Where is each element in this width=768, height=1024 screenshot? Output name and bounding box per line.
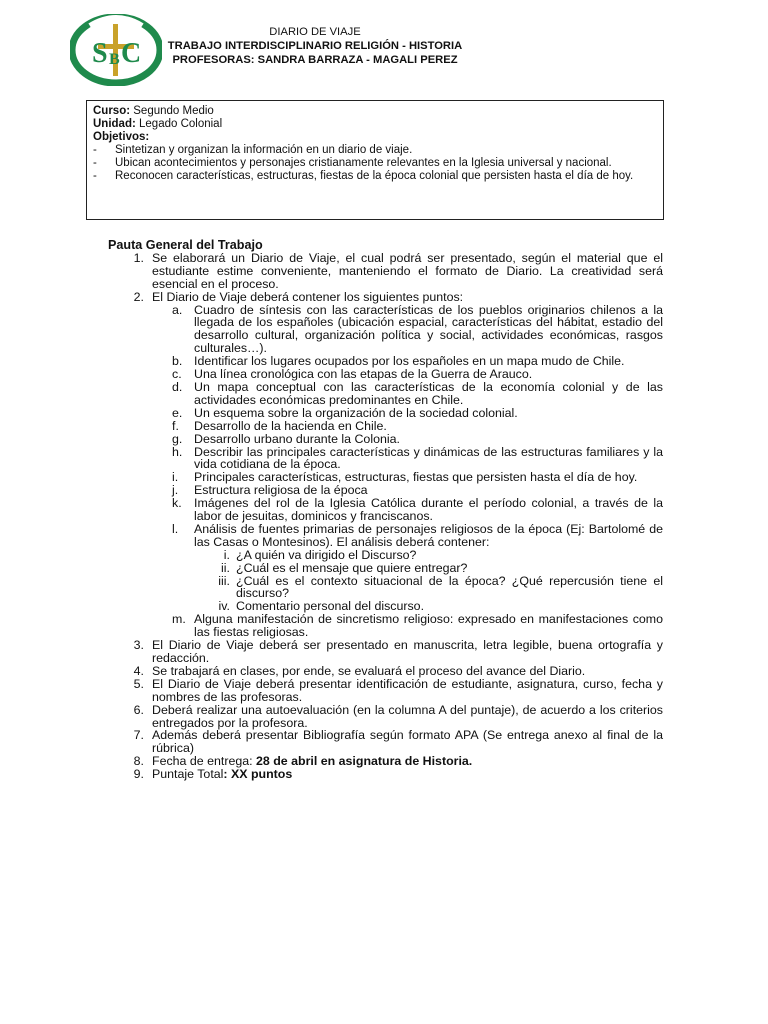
total-score: : XX puntos [223,767,293,782]
sub-item-j: j. Estructura religiosa de la época [172,483,368,498]
pauta-item-1: 1. Se elaborará un Diario de Viaje, el cual podrá ser presentado, según el material que el estudiante estime conveniente, manteniendo el formato de Diario. La creatividad será esencial en el proceso. [133,250,663,291]
pauta-item-4: 4. Se trabajará en clases, por ende, se evaluará el proceso del avance del Diario. [133,663,586,678]
pauta-item-2: 2. El Diario de Viaje deberá contener los siguientes puntos: [133,289,464,304]
sub-item-b: b. Identificar los lugares ocupados por los españoles en un mapa mudo de Chile. [172,354,625,369]
objetivo-item: - Sintetizan y organizan la información en un diario de viaje. [93,144,413,157]
sub-item-i: i. Principales características, estructuras, fiestas que persisten hasta el día de hoy. [172,470,638,485]
sbc-crest-icon [70,14,162,86]
sub-item-e: e. Un esquema sobre la organización de la sociedad colonial. [172,405,518,420]
svg-text:B: B [109,51,120,68]
roman-item-i: i. ¿A quién va dirigido el Discurso? [223,547,417,562]
curso-row: Curso: Segundo Medio [93,105,214,117]
sub-item-m: m. Alguna manifestación de sincretismo religioso: expresado en manifestaciones como las fiestas religiosas. [172,612,663,640]
due-date: 28 de abril en asignatura de Historia. [256,754,473,769]
objetivos-label: Objetivos: [93,131,150,144]
objetivo-item: - Reconocen características, estructuras, fiestas de la época colonial que persisten hasta el día de hoy. [93,170,634,183]
svg-text:S: S [92,38,108,69]
school-logo [70,14,162,86]
pauta-item-7: 7. Además deberá presentar Bibliografía según formato APA (Se entrega anexo al final de la rúbrica) [133,728,663,756]
pauta-item-9: 9. Puntaje Total: XX puntos [133,767,293,782]
document-title: DIARIO DE VIAJE [269,26,361,38]
roman-item-iv: iv. Comentario personal del discurso. [218,599,425,614]
sub-item-c: c. Una línea cronológica con las etapas de la Guerra de Arauco. [172,367,533,382]
teachers-line: PROFESORAS: SANDRA BARRAZA - MAGALI PEREZ [172,54,458,66]
sub-item-f: f. Desarrollo de la hacienda en Chile. [172,418,387,433]
sub-item-a: a. Cuadro de síntesis con las características de los pueblos originarios chilenos a la llegada de los españoles (ubicación espacial, características del hábitat, estadio del desarrollo cultural, organización política y social, actividades económicas, rasgos culturales…). [172,302,663,356]
pauta-title: Pauta General del Trabajo [108,238,263,252]
objetivo-item: - Ubican acontecimientos y personajes cristianamente relevantes en la Iglesia universal y nacional. [93,157,612,170]
pauta-section [108,239,663,781]
sub-item-d: d. Un mapa conceptual con las características de la economía colonial y de las actividades económicas predominantes en Chile. [172,379,663,407]
pauta-item-5: 5. El Diario de Viaje deberá presentar identificación de estudiante, asignatura, curso, fecha y nombres de las profesoras. [133,676,663,704]
roman-item-iii: iii. ¿Cuál es el contexto situacional de la época? ¿Qué repercusión tiene el discurso? [218,573,663,601]
svg-text:C: C [121,38,142,69]
unidad-row: Unidad: Legado Colonial [93,118,223,131]
document-subtitle: TRABAJO INTERDISCIPLINARIO RELIGIÓN - HISTORIA [167,40,463,52]
document-header [150,25,480,67]
sub-item-g: g. Desarrollo urbano durante la Colonia. [172,431,400,446]
sub-item-h: h. Describir las principales características y dinámicas de las estructuras familiares y la vida cotidiana de la época. [172,444,663,472]
pauta-item-3: 3. El Diario de Viaje deberá ser presentado en manuscrita, letra legible, buena ortografía y redacción. [133,638,663,665]
roman-item-ii: ii. ¿Cuál es el mensaje que quiere entregar? [221,560,468,575]
sub-item-l: l. Análisis de fuentes primarias de personajes religiosos de la época (Ej: Bartolomé de las Casas o Montesinos). El análisis deberá contener: [172,521,663,549]
pauta-item-8: 8. Fecha de entrega: 28 de abril en asignatura de Historia. [133,754,473,769]
pauta-item-6: 6. Deberá realizar una autoevaluación (en la columna A del puntaje), de acuerdo a los criterios entregados por la profesora. [133,702,663,730]
sub-item-k: k. Imágenes del rol de la Iglesia Católica durante el período colonial, a través de la labor de jesuitas, dominicos y franciscanos. [172,496,663,524]
course-info-box [86,100,664,220]
